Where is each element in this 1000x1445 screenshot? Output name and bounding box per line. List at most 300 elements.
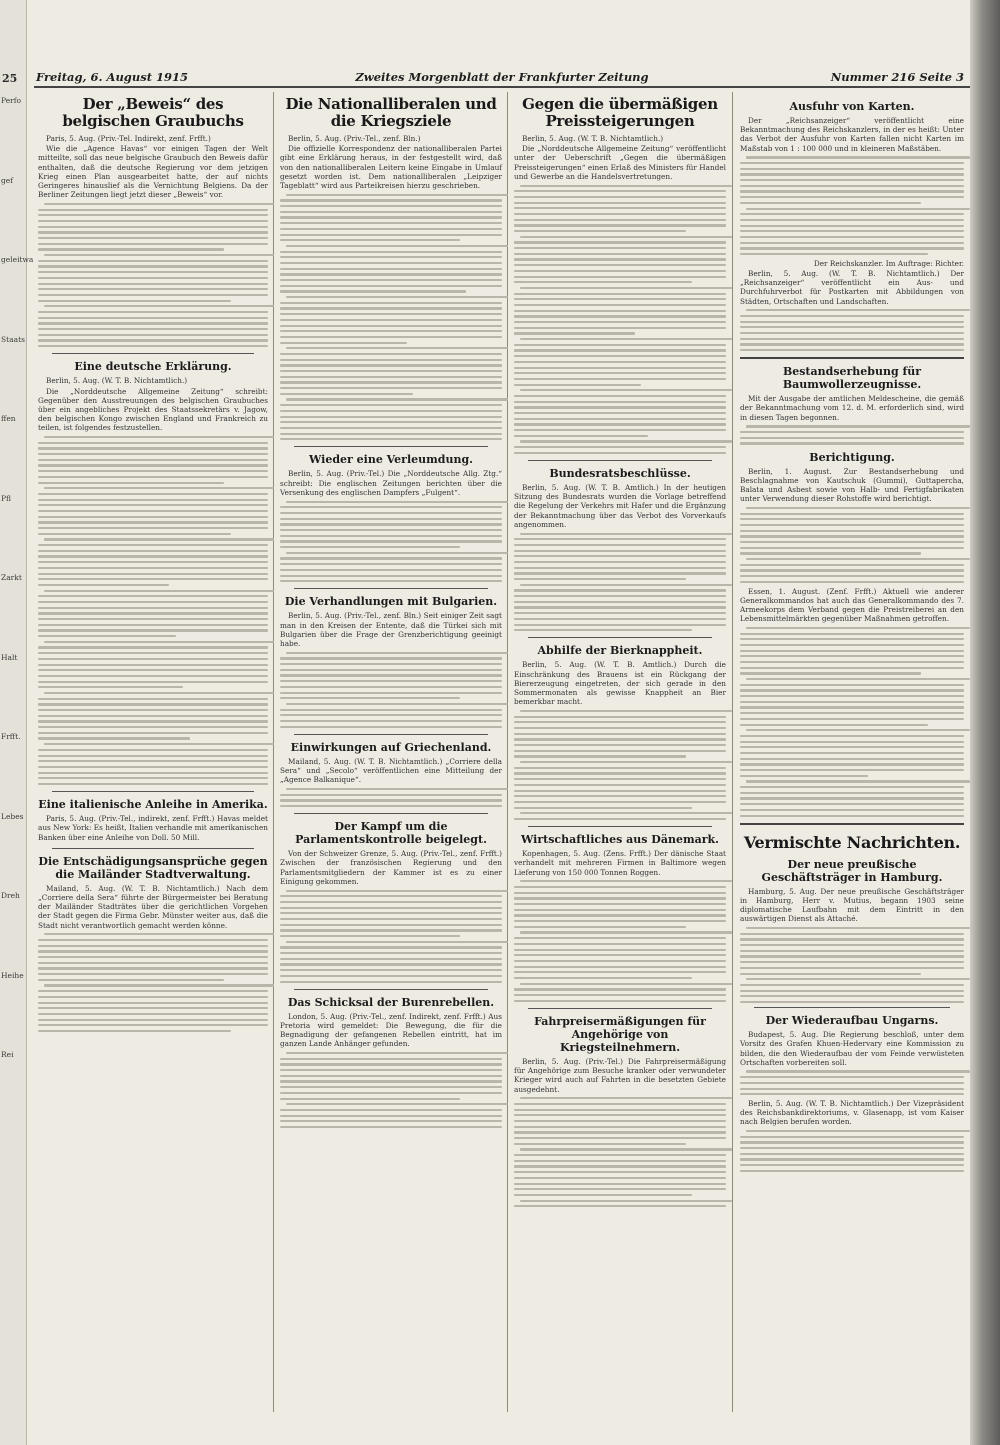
article-body-lines <box>740 927 964 1003</box>
left-edge-fragment: Perfo <box>1 96 22 105</box>
text-line <box>280 669 502 671</box>
text-line <box>746 678 970 680</box>
text-line <box>740 718 964 720</box>
text-line <box>740 1158 964 1160</box>
article-headline: Der „Beweis“ des belgischen Graubuchs <box>62 95 244 130</box>
text-line <box>740 168 964 170</box>
divider <box>754 1007 950 1008</box>
text-line <box>514 784 726 786</box>
text-line <box>280 912 502 914</box>
text-line <box>514 276 726 278</box>
text-line <box>280 290 466 292</box>
article-body-lines <box>514 1097 726 1207</box>
text-line <box>280 540 502 542</box>
page-number-fragment: 25 <box>2 72 18 85</box>
text-line <box>746 425 970 427</box>
text-line <box>280 364 502 366</box>
text-line <box>286 1103 508 1105</box>
text-line <box>38 760 268 762</box>
text-line <box>38 464 268 466</box>
column-1 <box>34 92 272 1414</box>
article-body-lines <box>38 203 268 347</box>
text-line <box>280 895 502 897</box>
text-line <box>514 1000 726 1002</box>
text-line <box>514 960 726 962</box>
text-line <box>514 624 726 626</box>
text-line <box>514 332 635 334</box>
text-line <box>740 1076 964 1078</box>
left-edge-fragment: Frfft. <box>1 732 21 741</box>
text-line <box>514 423 726 425</box>
text-line <box>514 401 726 403</box>
text-line <box>44 487 274 489</box>
divider <box>740 823 964 825</box>
text-line <box>280 1115 502 1117</box>
article-body-lines <box>740 156 964 255</box>
article-body: Die offizielle Korrespondenz der nationalliberalen Partei gibt eine Erklärung heraus, in der festgestellt wird, daß von den nationalliberalen Leitern keine Eingabe in Umlauf gesetzt worden ist. Dem nationalliberalen „Leipziger Tageblatt“ wird aus Parteikreisen hierzu geschrieben. <box>280 144 502 191</box>
text-line <box>514 943 726 945</box>
text-line <box>38 300 231 302</box>
text-line <box>280 359 502 361</box>
text-line <box>746 627 970 629</box>
article-body: Mit der Ausgabe der amtlichen Meldescheine, die gemäß der Bekanntmachung vom 12. d. M. erforderlich sind, wird in diesen Tagen begonnen. <box>740 394 964 422</box>
text-line <box>286 552 508 554</box>
text-line <box>740 1170 964 1172</box>
text-line <box>514 606 726 608</box>
text-line <box>286 652 508 654</box>
article-body: London, 5. Aug. (Priv.-Tel., zenf. Indirekt, zenf. Frfft.) Aus Pretoria wird gemeldet: Die Bewegung, die für die Begnadigung der gefangenen Rebellen eintritt, hat im ganzen Lande Anhänger gefunden. <box>280 1011 502 1049</box>
text-line <box>38 345 268 347</box>
text-line <box>280 692 502 694</box>
text-line <box>740 1088 964 1090</box>
text-line <box>740 797 964 799</box>
text-line <box>280 256 502 258</box>
text-line <box>520 880 732 882</box>
text-line <box>280 234 502 236</box>
text-line <box>38 973 268 975</box>
text-line <box>38 334 268 336</box>
text-line <box>280 268 502 270</box>
text-line <box>740 541 964 543</box>
text-line <box>280 1058 502 1060</box>
text-line <box>514 435 648 437</box>
article-slander <box>280 453 502 582</box>
text-line <box>514 247 726 249</box>
text-line <box>38 990 268 992</box>
article-body: Von der Schweizer Grenze, 5. Aug. (Priv.-Tel., zenf. Frfft.) Zwischen der französischen Regierung und den Parlamentsmitgliedern der Kammer ist es zu einer Einigung gekommen. <box>280 849 502 886</box>
text-line <box>280 512 502 514</box>
text-line <box>280 313 502 315</box>
article-body: Wie die „Agence Havas“ vor einigen Tagen der Welt mitteilte, soll das neue belgische Graubuch den Beweis dafür enthalten, daß die deutsche Regierung vor dem jetzigen Krieg einen Plan ausgearbeitet hatte, der auf nichts Geringeres hinauslief als die Vernichtung Belgiens. Da der Berliner Zeitungen liegt jetzt dieser „Beweis“ vor. <box>38 144 268 200</box>
text-line <box>280 393 413 395</box>
article-dateline: Paris, 5. Aug. (Priv.-Tel. Indirekt, zenf. Frfft.) <box>46 134 211 143</box>
text-line <box>514 395 726 397</box>
text-line <box>514 994 726 996</box>
text-line <box>520 931 732 933</box>
text-line <box>514 1171 726 1173</box>
text-line <box>740 752 964 754</box>
text-line <box>280 686 502 688</box>
text-line <box>280 205 502 207</box>
article-subheading: Der Wiederaufbau Ungarns. <box>765 1014 939 1028</box>
text-line <box>740 518 964 520</box>
text-line <box>280 918 502 920</box>
divider <box>52 353 254 354</box>
text-line <box>514 1165 726 1167</box>
text-line <box>38 1007 268 1009</box>
left-edge-fragment: gef <box>1 175 14 185</box>
article-body: Die „Norddeutsche Allgemeine Zeitung“ schreibt: Gegenüber den Ausstreuungen des belgischen Graubuches über ein angebliches Projekt des Staatssekretärs v. Jagow, den belgischen Kongo zwischen England und Frankreich zu teilen, ist folgendes festzustellen. <box>38 386 268 433</box>
text-line <box>514 213 726 215</box>
article-body: Die „Norddeutsche Allgemeine Zeitung“ veröffentlicht unter der Ueberschrift „Gegen die übermäßigen Preissteigerungen“ einen Erlaß des Ministers für Handel und Gewerbe an die Handelsvertretungen. <box>514 144 726 181</box>
text-line <box>280 427 502 429</box>
divider <box>52 848 254 849</box>
text-line <box>44 692 274 694</box>
text-line <box>514 755 686 757</box>
text-line <box>740 321 964 323</box>
text-line <box>38 681 268 683</box>
text-line <box>280 575 502 577</box>
text-line <box>740 219 964 221</box>
text-line <box>740 338 964 340</box>
text-line <box>514 595 726 597</box>
text-line <box>280 714 502 716</box>
article-body: Kopenhagen, 5. Aug. (Zens. Frfft.) Der dänische Staat verhandelt mit mehreren Firmen in Baltimore wegen Lieferung von 150 000 Tonnen Roggen. <box>514 849 726 877</box>
text-line <box>740 547 964 549</box>
text-line <box>514 304 726 306</box>
divider <box>294 813 488 814</box>
article-body: Berlin, 1. August. Zur Bestandserhebung und Beschlagnahme von Kautschuk (Gummi), Guttapercha, Balata und Asbest sowie von Halb- und Fertigfabrikaten unter Verwendung dieser Rohstoffe wird berichtigt. <box>740 466 964 504</box>
text-line <box>280 975 502 977</box>
text-line <box>38 755 268 757</box>
text-line <box>38 442 268 444</box>
text-line <box>38 493 268 495</box>
article-subheading: Der Kampf um die Parlamentskontrolle beigelegt. <box>295 820 487 847</box>
text-line <box>280 969 502 971</box>
text-line <box>280 557 502 559</box>
text-line <box>280 222 502 224</box>
text-line <box>38 447 268 449</box>
left-edge-fragment: Rei <box>1 1050 14 1059</box>
text-line <box>740 741 964 743</box>
article-body-lines <box>280 1052 502 1128</box>
text-line <box>38 459 268 461</box>
article-body: Paris, 5. Aug. (Priv.-Tel., indirekt, zenf. Frfft.) Havas meldet aus New York: Es heißt, Italien verhandle mit amerikanischen Banken über eine Anleihe von Doll. 50 Mill. <box>38 814 268 842</box>
text-line <box>280 279 502 281</box>
text-line <box>514 224 726 226</box>
text-line <box>514 196 726 198</box>
text-line <box>38 629 268 631</box>
article-italian-loan <box>38 798 268 842</box>
text-line <box>38 220 268 222</box>
text-line <box>740 202 921 204</box>
column-4 <box>736 92 968 1414</box>
text-line <box>514 293 726 295</box>
article-body-lines <box>740 507 964 583</box>
article-fare-reductions <box>514 1015 726 1208</box>
text-line <box>38 658 268 660</box>
text-line <box>280 410 502 412</box>
text-line <box>740 1136 964 1138</box>
text-line <box>746 780 970 782</box>
text-line <box>514 550 726 552</box>
text-line <box>740 944 964 946</box>
text-line <box>514 1137 726 1139</box>
text-line <box>740 349 964 351</box>
text-line <box>286 703 508 705</box>
text-line <box>38 698 268 700</box>
text-line <box>280 657 502 659</box>
article-body: Berlin, 5. Aug. (W. T. B. Amtlich.) Durch die Einschränkung des Brauens ist ein Rückgang der Biererzeugung eingetreten, der sich gerade in den Sommermonaten als gewisse Knappheit an Bier bemerkbar macht. <box>514 660 726 707</box>
text-line <box>514 572 726 574</box>
text-line <box>38 277 268 279</box>
text-line <box>280 273 502 275</box>
text-line <box>38 726 268 728</box>
text-line <box>740 815 964 817</box>
text-line <box>740 706 964 708</box>
text-line <box>38 703 268 705</box>
article-body-lines <box>514 533 726 632</box>
text-line <box>38 595 268 597</box>
divider <box>294 588 488 589</box>
text-line <box>38 996 268 998</box>
text-line <box>44 933 274 935</box>
text-line <box>514 452 726 454</box>
text-line <box>746 1130 970 1132</box>
article-body-lines <box>740 627 964 817</box>
text-line <box>514 767 726 769</box>
text-line <box>740 524 964 526</box>
article-beer-shortage <box>514 644 726 820</box>
article-subheading: Wieder eine Verleumdung. <box>309 453 473 467</box>
text-line <box>38 737 190 739</box>
article-body-lines <box>38 436 268 785</box>
text-line <box>740 185 964 187</box>
text-line <box>514 327 726 329</box>
article-body-lines <box>280 194 502 441</box>
text-line <box>514 349 726 351</box>
text-line <box>740 746 964 748</box>
text-line <box>514 807 692 809</box>
article-body: Berlin, 5. Aug. (W. T. B. Amtlich.) In der heutigen Sitzung des Bundesrats wurden die Vorlage betreffend die Regelung der Verkehrs mit Hafer und die Ergänzung der Bekanntmachung über das Verbot des Vorverkaufs angenommen. <box>514 483 726 529</box>
text-line <box>514 892 726 894</box>
text-line <box>280 506 502 508</box>
text-line <box>280 907 502 909</box>
text-line <box>740 769 964 771</box>
text-line <box>514 1183 726 1185</box>
text-line <box>280 433 502 435</box>
text-line <box>38 231 268 233</box>
text-line <box>514 949 726 951</box>
text-line <box>280 580 502 582</box>
text-line <box>740 190 964 192</box>
text-line <box>286 890 508 892</box>
text-line <box>514 321 726 323</box>
text-line <box>514 1188 726 1190</box>
article-subheading: Abhilfe der Bierknappheit. <box>537 644 703 658</box>
text-line <box>740 973 921 975</box>
text-line <box>280 285 502 287</box>
text-line <box>514 1120 726 1122</box>
article-subheading: Berichtigung. <box>809 450 895 464</box>
text-line <box>740 763 964 765</box>
column-divider <box>273 92 274 1412</box>
article-body-lines <box>280 788 502 807</box>
text-line <box>280 726 502 728</box>
text-line <box>38 777 268 779</box>
text-line <box>38 607 268 609</box>
text-line <box>514 795 726 797</box>
left-edge-fragment: Halt <box>1 652 18 662</box>
text-line <box>740 437 964 439</box>
article-greece <box>280 741 502 807</box>
text-line <box>280 1120 502 1122</box>
text-line <box>280 523 502 525</box>
article-subheading: Bundesratsbeschlüsse. <box>549 467 691 481</box>
text-line <box>740 933 964 935</box>
text-line <box>520 812 732 814</box>
article-bundesrat <box>514 467 726 631</box>
text-line <box>514 538 726 540</box>
text-line <box>740 961 964 963</box>
text-line <box>280 563 502 565</box>
text-line <box>38 573 268 575</box>
text-line <box>514 1154 726 1156</box>
text-line <box>280 239 460 241</box>
text-line <box>520 185 732 187</box>
text-line <box>280 421 502 423</box>
text-line <box>746 156 970 158</box>
text-line <box>740 1001 964 1003</box>
column-divider <box>732 92 733 1412</box>
text-line <box>514 298 726 300</box>
text-line <box>280 674 502 676</box>
divider <box>52 791 254 792</box>
text-line <box>280 1109 502 1111</box>
text-line <box>740 650 964 652</box>
article-subheading: Einwirkungen auf Griechenland. <box>290 740 492 754</box>
text-line <box>38 749 268 751</box>
text-line <box>286 245 508 247</box>
text-line <box>520 584 732 586</box>
text-line <box>38 317 268 319</box>
text-line <box>740 315 964 317</box>
text-line <box>280 342 407 344</box>
article-subheading: Eine italienische Anleihe in Amerika. <box>38 798 268 812</box>
text-line <box>740 695 964 697</box>
text-line <box>286 398 508 400</box>
section-miscellaneous <box>740 833 964 1172</box>
text-line <box>740 442 964 444</box>
text-line <box>38 578 268 580</box>
text-line <box>514 355 726 357</box>
text-line <box>740 253 928 255</box>
text-line <box>38 709 268 711</box>
article-body: Berlin, 5. Aug. (Priv.-Tel.) Die „Norddeutsche Allg. Ztg.“ schreibt: Die englischen Zeitungen berichten über die Versenkung des englischen Dampfers „Fulgent“. <box>280 469 502 497</box>
column-2 <box>276 92 506 1414</box>
text-line <box>514 721 726 723</box>
text-line <box>38 669 268 671</box>
text-line <box>520 1148 732 1150</box>
text-line <box>280 697 460 699</box>
text-line <box>280 805 502 807</box>
text-line <box>286 194 508 196</box>
text-line <box>38 260 268 262</box>
divider <box>528 1008 712 1009</box>
divider <box>528 637 712 638</box>
article-body-lines <box>38 933 268 1032</box>
article-subheading: Die Entschädigungsansprüche gegen die Mailänder Stadtverwaltung. <box>38 854 268 881</box>
text-line <box>38 956 268 958</box>
article-body: Berlin, 5. Aug. (W. T. B. Nichtamtlich.) Der Vizepräsident des Reichsbankdirektoriums, v. Glasenapp, ist vom Kaiser nach Belgien berufen worden. <box>740 1098 964 1127</box>
article-cotton-inventory <box>740 365 964 816</box>
text-line <box>514 544 726 546</box>
text-line <box>514 790 726 792</box>
text-line <box>514 937 726 939</box>
text-line <box>280 929 502 931</box>
text-line <box>740 326 964 328</box>
text-line <box>514 555 726 557</box>
text-line <box>514 241 726 243</box>
article-body-lines <box>514 185 726 455</box>
text-line <box>280 680 502 682</box>
article-body-lines <box>740 1130 964 1172</box>
text-line <box>280 663 502 665</box>
text-line <box>38 567 268 569</box>
text-line <box>514 1131 726 1133</box>
text-line <box>514 1114 726 1116</box>
text-line <box>38 950 268 952</box>
text-line <box>740 343 964 345</box>
text-line <box>514 818 726 820</box>
text-line <box>280 952 502 954</box>
article-dateline: Berlin, 5. Aug. (Priv.-Tel., zenf. Bln.) <box>288 134 421 143</box>
divider <box>528 826 712 827</box>
text-line <box>740 225 964 227</box>
article-subheading: Der neue preußische Geschäftsträger in Hamburg. <box>761 857 943 884</box>
text-line <box>740 513 964 515</box>
text-line <box>38 1030 231 1032</box>
article-body: Mailand, 5. Aug. (W. T. B. Nichtamtlich.) „Corriere della Sera“ und „Secolo“ veröffentlichen eine Mitteilung der „Agence Balkanique“. <box>280 756 502 785</box>
text-line <box>514 750 726 752</box>
article-parliament-control <box>280 820 502 983</box>
text-line <box>280 799 502 801</box>
left-edge-fragment: Pfl <box>1 493 12 503</box>
text-line <box>514 219 726 221</box>
text-line <box>514 1109 726 1111</box>
text-line <box>740 809 964 811</box>
article-subheading: Ausfuhr von Karten. <box>789 100 915 113</box>
text-line <box>740 332 964 334</box>
text-line <box>746 729 970 731</box>
text-line <box>514 1143 686 1145</box>
text-line <box>280 370 502 372</box>
text-line <box>38 618 268 620</box>
text-line <box>740 655 964 657</box>
text-line <box>38 504 268 506</box>
text-line <box>514 886 726 888</box>
text-line <box>514 897 726 899</box>
text-line <box>740 950 964 952</box>
text-line <box>38 470 268 472</box>
text-line <box>740 173 964 175</box>
article-subheading: Wirtschaftliches aus Dänemark. <box>521 833 719 847</box>
text-line <box>514 406 726 408</box>
text-line <box>38 939 268 941</box>
text-line <box>514 1177 726 1179</box>
text-line <box>280 211 502 213</box>
text-line <box>514 738 726 740</box>
